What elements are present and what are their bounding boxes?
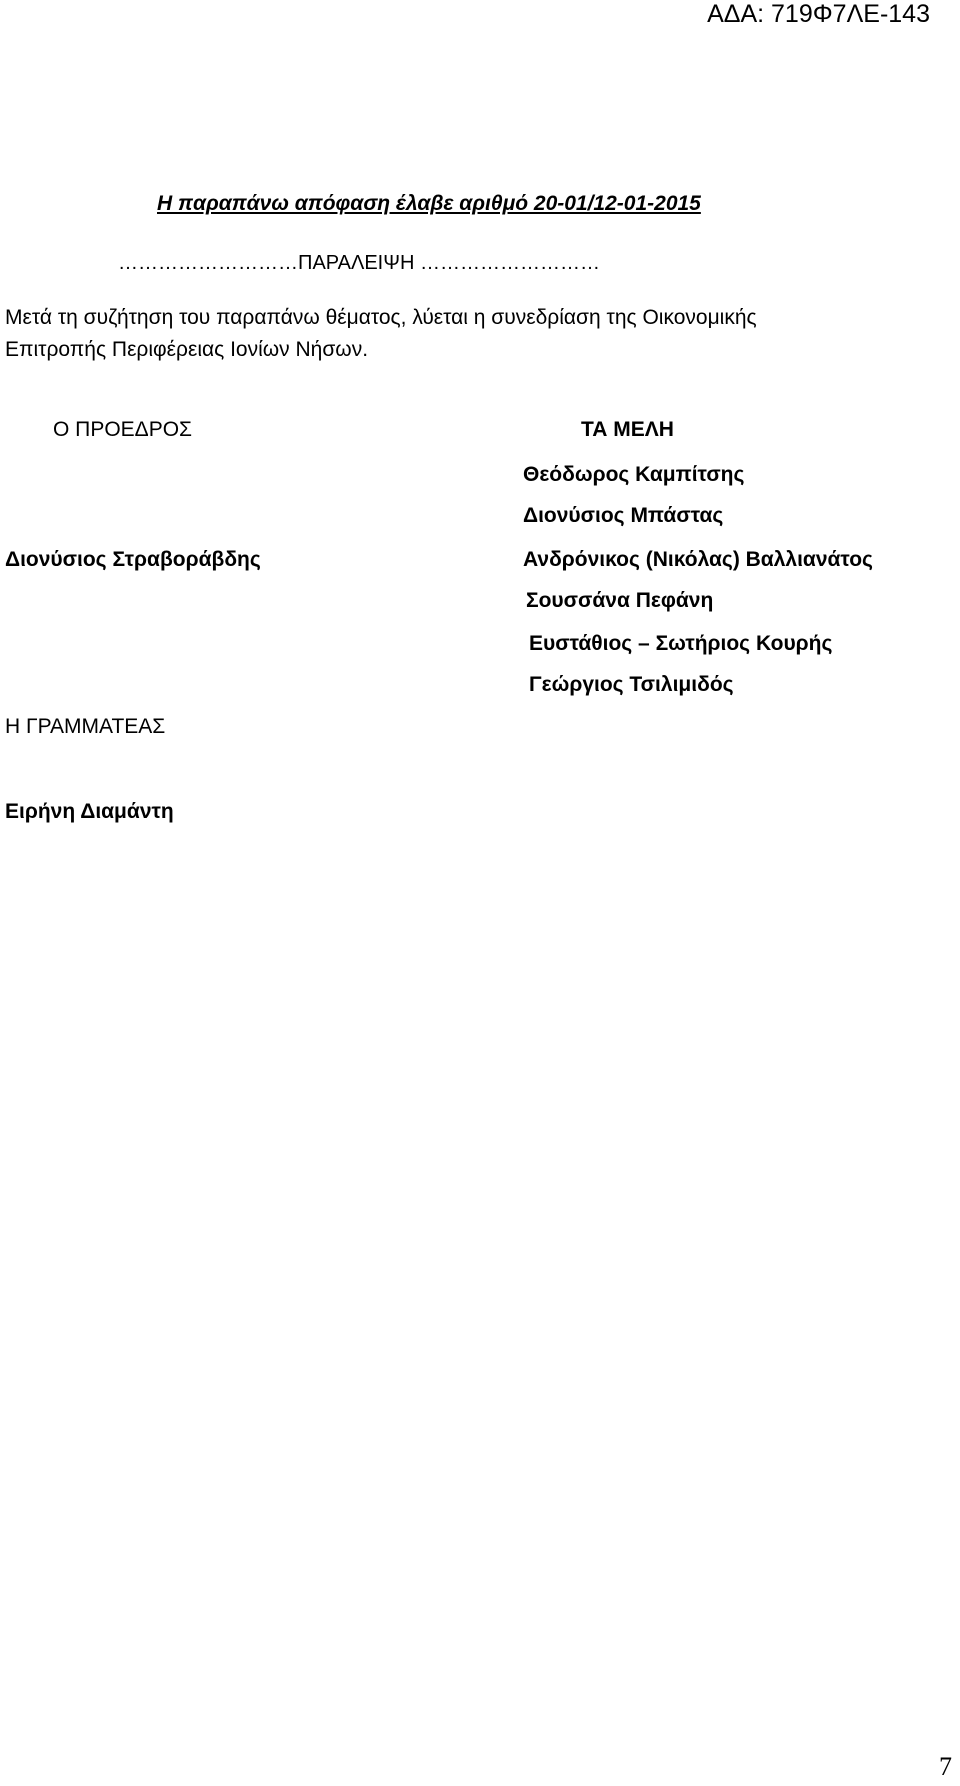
ada-identifier: ΑΔΑ: 719Φ7ΛΕ-143 — [707, 0, 930, 28]
secretary-name: Ειρήνη Διαμάντη — [5, 800, 174, 823]
omission-marker: ………………………ΠΑΡΑΛΕΙΨΗ ……………………… — [118, 252, 600, 274]
member-name: Ανδρόνικος (Νικόλας) Βαλλιανάτος — [523, 548, 873, 571]
closing-paragraph-line-1: Μετά τη συζήτηση του παραπάνω θέματος, λύεται η συνεδρίαση της Οικονομικής — [5, 306, 757, 329]
page-number: 7 — [939, 1752, 952, 1781]
secretary-title: Η ΓΡΑΜΜΑΤΕΑΣ — [5, 715, 166, 738]
member-name: Ευστάθιος – Σωτήριος Κουρής — [529, 632, 833, 655]
member-name: Σουσσάνα Πεφάνη — [526, 589, 714, 612]
decision-number: Η παραπάνω απόφαση έλαβε αριθμό 20-01/12-01-2015 — [157, 192, 701, 215]
president-name: Διονύσιος Στραβοράβδης — [5, 548, 261, 571]
member-name: Γεώργιος Τσιλιμιδός — [529, 673, 734, 696]
closing-paragraph-line-2: Επιτροπής Περιφέρειας Ιονίων Νήσων. — [5, 338, 369, 361]
member-name: Θεόδωρος Καμπίτσης — [523, 463, 745, 486]
members-title: ΤΑ ΜΕΛΗ — [581, 418, 674, 441]
closing-paragraph — [5, 302, 955, 366]
member-name: Διονύσιος Μπάστας — [523, 504, 724, 527]
president-title: Ο ΠΡΟΕΔΡΟΣ — [53, 418, 193, 441]
